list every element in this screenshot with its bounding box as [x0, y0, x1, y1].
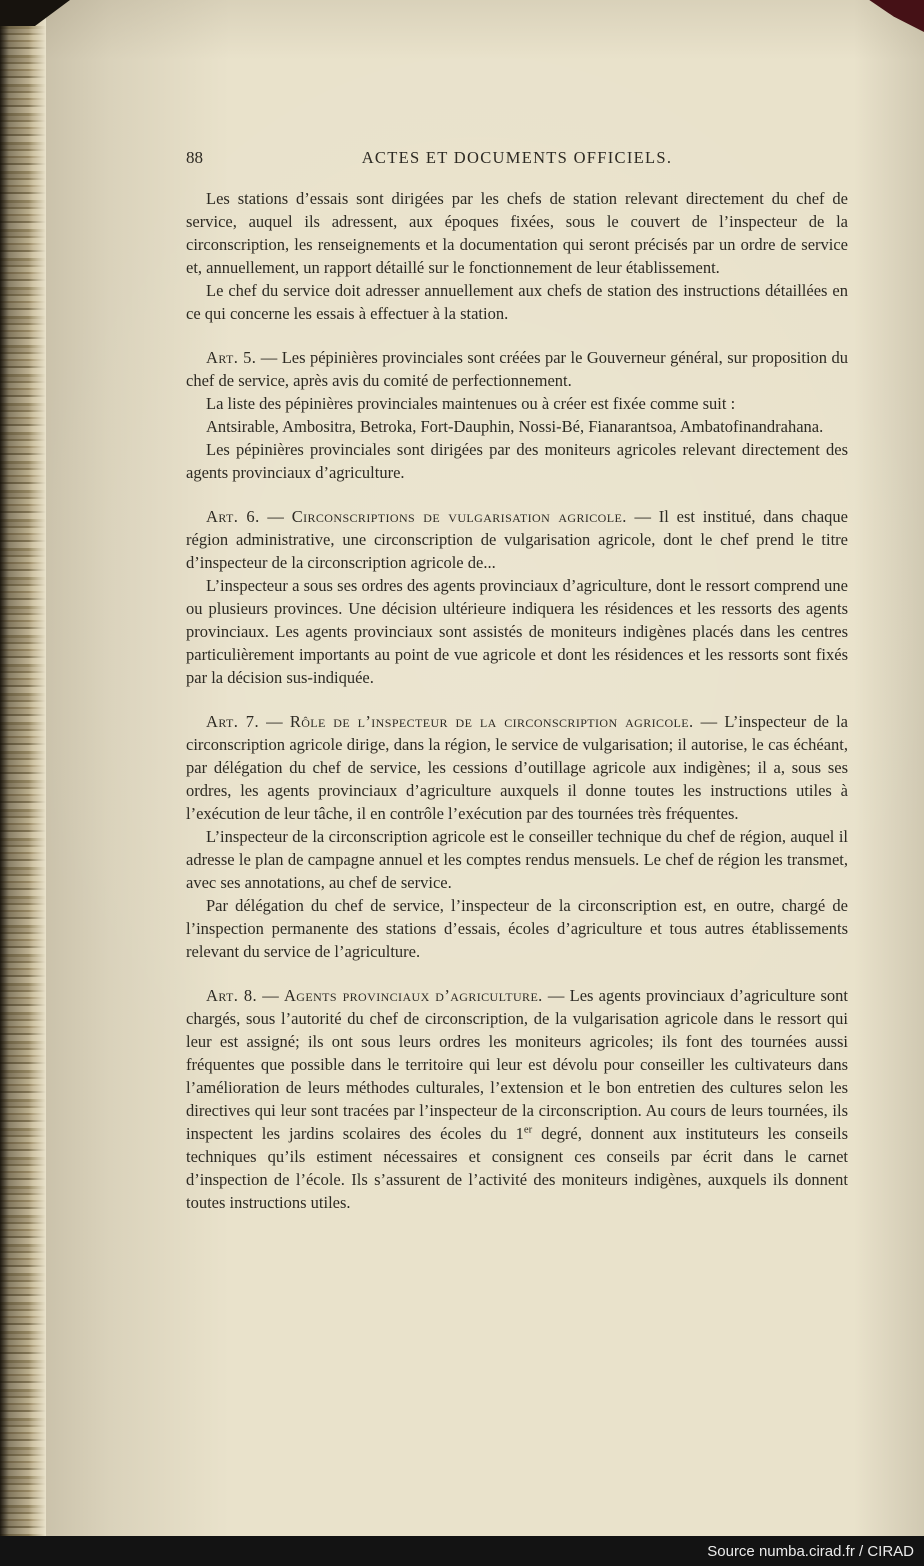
article-6: Art. 6. — Circonscriptions de vulgarisation agricole. — Il est institué, dans chaque région administrative, une circonscription de vulgarisation agricole, dont le chef prend le titre d’inspecteur de la circonscription agricole de...: [186, 507, 849, 572]
article-7: Art. 7. — Rôle de l’inspecteur de la circonscription agricole. — L’inspecteur de la circonscription agricole dirige, dans la région, le service de vulgarisation; il autorise, le cas échéant, par délégation du chef de service, les cessions d’outillage agricole aux indigènes; il a, sous ses ordres, les agents provinciaux d’agriculture auxquels il donne toutes les instructions utiles à l’exécution de leur tâche, il en contrôle l’exécution par des tournées très fréquentes.: [186, 712, 848, 823]
article-5: Art. 5. — Les pépinières provinciales sont créées par le Gouverneur général, sur proposition du chef de service, après avis du comité de perfectionnement.: [186, 348, 848, 390]
book-page-edges: [0, 0, 46, 1566]
paragraph-liste-pepinieres: La liste des pépinières provinciales maintenues ou à créer est fixée comme suit :: [206, 394, 736, 413]
paragraph-conseiller-technique: L’inspecteur de la circonscription agricole est le conseiller technique du chef de région, auquel il adresse le plan de campagne annuel et les comptes rendus mensuels. Le chef de région les transmet, avec ses annotations, au chef de service.: [186, 827, 848, 892]
paragraph-delegation: Par délégation du chef de service, l’inspecteur de la circonscription est, en outre, chargé de l’inspection permanente des stations d’essais, écoles d’agriculture et tous autres établissements relevant du service de l’agriculture.: [186, 896, 848, 961]
text-body: [186, 187, 848, 1214]
source-attribution-text: Source numba.cirad.fr / CIRAD: [707, 1542, 914, 1560]
book-cover-corner: [852, 0, 924, 32]
source-attribution-bar: [0, 1536, 924, 1566]
paragraph-chef-service: Le chef du service doit adresser annuellement aux chefs de station des instructions détaillées en ce qui concerne les essais à effectuer à la station.: [186, 281, 848, 323]
paragraph-pepinieres-dirigees: Les pépinières provinciales sont dirigées par des moniteurs agricoles relevant directement des agents provinciaux d’agriculture.: [186, 440, 848, 482]
paragraph-villes: Antsirable, Ambositra, Betroka, Fort-Dauphin, Nossi-Bé, Fianarantsoa, Ambatofinandrahana.: [206, 417, 824, 436]
article-8: Art. 8. — Agents provinciaux d’agriculture. — Les agents provinciaux d’agriculture sont chargés, sous l’autorité du chef de circonscription, de la vulgarisation agricole dans le ressort qui leur est assigné; ils ont sous leurs ordres les moniteurs agricoles; ils font des tournées aussi fréquentes que possible dans le territoire qui leur est dévolu pour conseiller les cultivateurs dans l’amélioration de leurs méthodes culturales, l’extension et le bon entretien des cultures selon les directives qui leur sont tracées par l’inspecteur de la circonscription. Au cours de leurs tournées, ils inspectent les jardins scolaires des écoles du 1er degré, donnent aux instituteurs les conseils techniques qu’ils estiment nécessaires et consignent ces conseils par écrit dans le carnet d’inspection de l’école. Ils s’assurent de l’activité des moniteurs indigènes, auxquels ils donnent toutes instructions utiles.: [186, 986, 848, 1212]
paragraph-stations-essais: Les stations d’essais sont dirigées par les chefs de station relevant directement du chef de service, auquel ils adressent, aux époques fixées, sous le couvert de l’inspecteur de la circonscription, les renseignements et la documentation qui seront précisés par un ordre de service et, annuellement, un rapport détaillé sur le fonctionnement de leur établissement.: [186, 189, 848, 277]
page-content: [186, 146, 848, 1214]
page-header-title: ACTES ET DOCUMENTS OFFICIELS.: [361, 148, 673, 167]
paragraph-inspecteur-ordres: L’inspecteur a sous ses ordres des agents provinciaux d’agriculture, dont le ressort comprend une ou plusieurs provinces. Une décision ultérieure indiquera les résidences et les ressorts des agents provinciaux. Les agents provinciaux sont assistés de moniteurs indigènes placés dans les centres particulièrement importants au point de vue agricole et dont les résidences et les ressorts sont fixés par la décision sus-indiquée.: [186, 576, 848, 687]
page-header: [186, 146, 848, 170]
page-number: 88: [186, 148, 203, 167]
photo-dark-corner: [0, 0, 70, 26]
